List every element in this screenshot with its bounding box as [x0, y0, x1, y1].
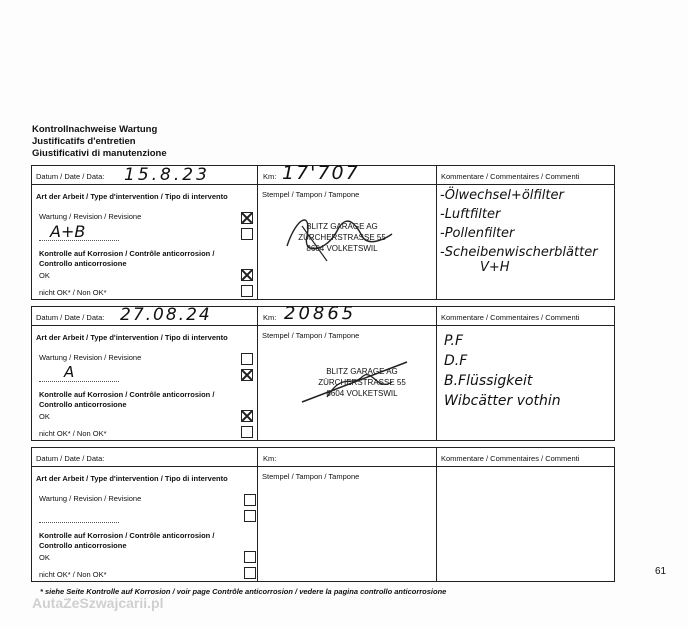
comments-label: Kommentare / Commentaires / Commenti [441, 313, 580, 322]
corrosion-title: Kontrolle auf Korrosion / Contrôle anticorrosion / [39, 531, 215, 540]
service-code-line [39, 381, 119, 382]
not-ok-checkbox[interactable] [241, 285, 253, 297]
comment-line: -Luftfilter [440, 207, 501, 222]
header-line-fr: Justificatifs d'entretien [32, 136, 136, 147]
entry-2-km-value: 20865 [284, 303, 357, 324]
service-checkbox[interactable] [241, 353, 253, 365]
work-type-label: Art der Arbeit / Type d'intervention / Tipo di intervento [36, 333, 228, 342]
stamp-label: Stempel / Tampon / Tampone [262, 472, 360, 481]
corrosion-title: Kontrolle auf Korrosion / Contrôle anticorrosion / [39, 249, 215, 258]
corrosion-title-2: Controllo anticorrosione [39, 259, 127, 268]
comments-label: Kommentare / Commentaires / Commenti [441, 454, 580, 463]
service-label: Wartung / Revision / Revisione [39, 353, 142, 362]
service-label: Wartung / Revision / Revisione [39, 212, 142, 221]
km-label: Km: [263, 172, 277, 181]
comment-line: V+H [480, 260, 510, 275]
service-entry-3 [31, 447, 615, 582]
footnote: * siehe Seite Kontrolle auf Korrosion / voir page Contrôle anticorrosion / vedere la pagina controllo anticorrosione [40, 587, 447, 596]
entry-1-comments [440, 186, 598, 274]
comment-line: -Scheibenwischerblätter [440, 245, 598, 260]
service-entry-1 [31, 162, 615, 300]
ok-label: OK [39, 271, 50, 280]
ok-checkbox[interactable] [244, 551, 256, 563]
entry-3-top-row [32, 448, 614, 467]
date-label: Datum / Date / Data: [36, 313, 105, 322]
corrosion-title: Kontrolle auf Korrosion / Contrôle anticorrosion / [39, 390, 215, 399]
divider [257, 307, 258, 440]
divider [436, 307, 437, 440]
not-ok-label: nicht OK* / Non OK* [39, 429, 107, 438]
not-ok-label: nicht OK* / Non OK* [39, 570, 107, 579]
ok-checkbox[interactable] [241, 269, 253, 281]
watermark: AutaZeSzwajcarii.pl [32, 595, 164, 611]
entry-1-service-code: A+B [50, 222, 86, 241]
stamp-line: BLITZ GARAGE AG [326, 367, 398, 376]
entry-1-top-row [32, 162, 614, 185]
service-checkbox[interactable] [241, 212, 253, 224]
stamp-line: ZÜRCHERSTRASSE 55 [318, 378, 406, 387]
signature-image [297, 352, 427, 407]
divider [436, 166, 437, 299]
km-label: Km: [263, 313, 277, 322]
corrosion-title-2: Controllo anticorrosione [39, 400, 127, 409]
stamp-line: 8604 VOLKETSWIL [306, 244, 378, 253]
work-type-label: Art der Arbeit / Type d'intervention / Tipo di intervento [36, 192, 228, 201]
page-header [32, 124, 167, 160]
service-checkbox-2[interactable] [241, 369, 253, 381]
entry-2-date-value: 27.08.24 [120, 305, 212, 325]
not-ok-checkbox[interactable] [244, 567, 256, 579]
entry-2-comments [444, 331, 561, 411]
divider [436, 448, 437, 581]
comment-line: P.F [444, 333, 464, 349]
service-entry-2 [31, 303, 615, 441]
date-label: Datum / Date / Data: [36, 172, 105, 181]
entry-1-date-value: 15.8.23 [124, 165, 210, 185]
comment-line: -Ölwechsel+ölfilter [440, 188, 564, 203]
header-line-it: Giustificativi di manutenzione [32, 148, 167, 159]
comment-line: Wibcätter vothin [444, 393, 561, 409]
stamp-line: ZÜRCHERSTRASSE 55 [298, 233, 386, 242]
stamp-line: 8604 VOLKETSWIL [326, 389, 398, 398]
entry-1-km-value: 17'707 [282, 162, 360, 184]
entry-2-service-code: A [64, 363, 75, 381]
comment-line: D.F [444, 353, 468, 369]
header-line-de: Kontrollnachweise Wartung [32, 124, 158, 135]
stamp-label: Stempel / Tampon / Tampone [262, 331, 360, 340]
corrosion-title-2: Controllo anticorrosione [39, 541, 127, 550]
comments-label: Kommentare / Commentaires / Commenti [441, 172, 580, 181]
stamp-label: Stempel / Tampon / Tampone [262, 190, 360, 199]
comment-line: B.Flüssigkeit [444, 373, 533, 389]
comment-line: -Pollenfilter [440, 226, 515, 241]
ok-label: OK [39, 553, 50, 562]
service-checkbox-2[interactable] [241, 228, 253, 240]
not-ok-label: nicht OK* / Non OK* [39, 288, 107, 297]
service-label: Wartung / Revision / Revisione [39, 494, 142, 503]
entry-2-top-row [32, 303, 614, 326]
date-label: Datum / Date / Data: [36, 454, 105, 463]
divider [257, 448, 258, 581]
work-type-label: Art der Arbeit / Type d'intervention / Tipo di intervento [36, 474, 228, 483]
service-checkbox[interactable] [244, 494, 256, 506]
not-ok-checkbox[interactable] [241, 426, 253, 438]
ok-checkbox[interactable] [241, 410, 253, 422]
service-checkbox-2[interactable] [244, 510, 256, 522]
page-number: 61 [655, 566, 667, 577]
service-code-line [39, 522, 119, 523]
km-label: Km: [263, 454, 277, 463]
signature-image [267, 206, 407, 266]
divider [257, 166, 258, 299]
stamp-line: BLITZ GARAGE AG [306, 222, 378, 231]
ok-label: OK [39, 412, 50, 421]
